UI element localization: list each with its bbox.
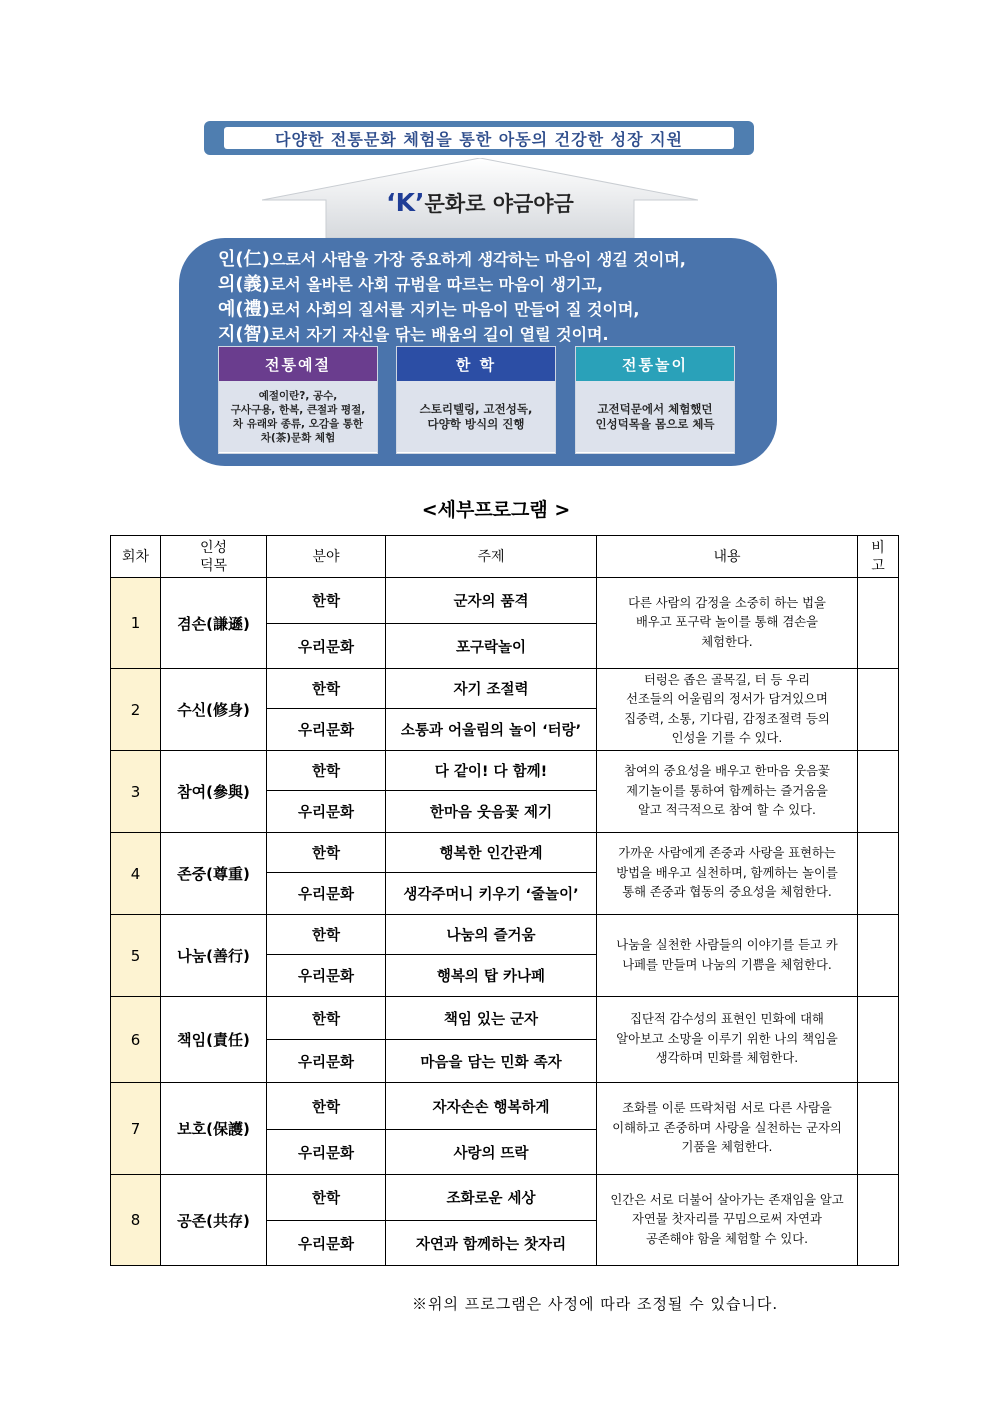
virtue-line: [218, 322, 758, 347]
box-body: 고전덕문에서 체험했던 인성덕목을 몸으로 체득: [576, 381, 734, 452]
virtue-cell: 참여(參與): [161, 751, 267, 833]
round-cell: 5: [111, 915, 161, 997]
content-cell: 가까운 사람에게 존중과 사랑을 표현하는 방법을 배우고 실천하며, 함께하는 놀이를 통해 존중과 협동의 중요성을 체험한다.: [597, 833, 858, 915]
note-cell: [858, 915, 899, 997]
theme-cell: 군자의 품격: [386, 578, 597, 624]
field-cell: 한학: [267, 1083, 386, 1130]
arrow-title: [262, 188, 698, 218]
theme-cell: 생각주머니 키우기 ‘줄놀이’: [386, 873, 597, 915]
field-cell: 우리문화: [267, 873, 386, 915]
note-cell: [858, 997, 899, 1083]
field-cell: 한학: [267, 833, 386, 873]
content-cell: 터렁은 좁은 골목길, 터 등 우리 선조들의 어울림의 정서가 담겨있으며 집중력, 소통, 기다림, 감정조절력 등의 인성을 기를 수 있다.: [597, 669, 858, 751]
virtue-line: [218, 247, 758, 272]
table-row: [111, 1083, 899, 1130]
table-row: [111, 997, 899, 1040]
box-body: 스토리텔링, 고전성독, 다양학 방식의 진행: [397, 381, 555, 452]
field-cell: 우리문화: [267, 1221, 386, 1266]
box-body: 예절이란?, 공수, 구사구용, 한복, 큰절과 평절, 차 유래와 종류, 오감을 통한 차(茶)문화 체험: [219, 381, 377, 452]
table-row: [111, 669, 899, 709]
field-cell: 우리문화: [267, 624, 386, 669]
field-cell: 한학: [267, 751, 386, 791]
content-cell: 나눔을 실천한 사람들의 이야기를 듣고 카 나페를 만들며 나눔의 기쁨을 체험한다.: [597, 915, 858, 997]
theme-cell: 조화로운 세상: [386, 1175, 597, 1221]
theme-cell: 자연과 함께하는 찻자리: [386, 1221, 597, 1266]
content-cell: 집단적 감수성의 표현인 민화에 대해 알아보고 소망을 이루기 위한 나의 책임을 생각하며 민화를 체험한다.: [597, 997, 858, 1083]
virtue-text: 으로서 사람을 가장 중요하게 생각하는 마음이 생길 것이며,: [269, 250, 686, 269]
virtue-cell: 책임(責任): [161, 997, 267, 1083]
table-row: [111, 1175, 899, 1221]
virtue-line: [218, 272, 758, 297]
banner-text: 다양한 전통문화 체험을 통한 아동의 건강한 성장 지원: [224, 127, 734, 149]
theme-cell: 사랑의 뜨락: [386, 1130, 597, 1175]
field-cell: 한학: [267, 915, 386, 955]
virtue-cell: 공존(共存): [161, 1175, 267, 1266]
arrow-title-k: ‘K’: [386, 188, 425, 217]
round-cell: 4: [111, 833, 161, 915]
theme-cell: 자기 조절력: [386, 669, 597, 709]
virtue-lead: 예(禮): [218, 299, 270, 320]
content-cell: 참여의 중요성을 배우고 한마음 웃음꽃 제기놀이를 통하여 함께하는 즐거움을 알고 적극적으로 참여 할 수 있다.: [597, 751, 858, 833]
box-title: 전통예절: [219, 347, 377, 381]
header-content: 내용: [597, 536, 858, 578]
virtue-cell: 겸손(謙遜): [161, 578, 267, 669]
field-cell: 우리문화: [267, 709, 386, 751]
note-cell: [858, 751, 899, 833]
footnote: ※위의 프로그램은 사정에 따라 조정될 수 있습니다.: [412, 1295, 779, 1313]
table-row: [111, 833, 899, 873]
round-cell: 3: [111, 751, 161, 833]
table-body: [111, 578, 899, 1266]
table-row: [111, 915, 899, 955]
table-header-row: [111, 536, 899, 578]
virtue-text: 로서 사회의 질서를 지키는 마음이 만들어 질 것이며,: [269, 300, 640, 319]
round-cell: 8: [111, 1175, 161, 1266]
round-cell: 2: [111, 669, 161, 751]
round-cell: 1: [111, 578, 161, 669]
header-note: 비 고: [858, 536, 899, 578]
theme-cell: 행복의 탑 카나페: [386, 955, 597, 997]
field-cell: 우리문화: [267, 1040, 386, 1083]
theme-cell: 행복한 인간관계: [386, 833, 597, 873]
section-title: <세부프로그램 >: [421, 499, 571, 521]
theme-cell: 마음을 담는 민화 족자: [386, 1040, 597, 1083]
box-title: 한 학: [397, 347, 555, 381]
field-cell: 우리문화: [267, 1130, 386, 1175]
content-cell: 인간은 서로 더불어 살아가는 존재임을 알고 자연물 찻자리를 꾸밈으로써 자연과 공존해야 함을 체험할 수 있다.: [597, 1175, 858, 1266]
note-cell: [858, 833, 899, 915]
theme-cell: 다 같이! 다 함께!: [386, 751, 597, 791]
theme-cell: 한마음 웃음꽃 제기: [386, 791, 597, 833]
content-cell: 조화를 이룬 뜨락처럼 서로 다른 사람을 이해하고 존중하며 사랑을 실천하는 군자의 기품을 체험한다.: [597, 1083, 858, 1175]
virtue-lead: 인(仁): [218, 249, 270, 270]
virtue-text: 로서 올바른 사회 규범을 따르는 마음이 생기고,: [269, 275, 604, 294]
note-cell: [858, 1175, 899, 1266]
virtue-cell: 존중(尊重): [161, 833, 267, 915]
box-traditional-play: [575, 346, 735, 454]
round-cell: 7: [111, 1083, 161, 1175]
arrow-title-rest: 문화로 야금야금: [424, 192, 574, 216]
virtue-text: 로서 자기 자신을 닦는 배움의 길이 열릴 것이며.: [269, 325, 609, 344]
field-cell: 우리문화: [267, 955, 386, 997]
note-cell: [858, 669, 899, 751]
top-banner: [204, 121, 754, 155]
theme-cell: 포구락놀이: [386, 624, 597, 669]
theme-cell: 소통과 어울림의 놀이 ‘터랑’: [386, 709, 597, 751]
header-virtue: 인성 덕목: [161, 536, 267, 578]
box-hanhak: [396, 346, 556, 454]
program-table: [110, 535, 899, 1266]
theme-cell: 나눔의 즐거움: [386, 915, 597, 955]
virtue-cell: 수신(修身): [161, 669, 267, 751]
theme-cell: 자자손손 행복하게: [386, 1083, 597, 1130]
virtue-line: [218, 297, 758, 322]
field-cell: 한학: [267, 1175, 386, 1221]
field-cell: 한학: [267, 669, 386, 709]
table-row: [111, 751, 899, 791]
virtue-list: [218, 247, 758, 347]
box-traditional-etiquette: [218, 346, 378, 454]
field-cell: 한학: [267, 997, 386, 1040]
header-theme: 주제: [386, 536, 597, 578]
virtue-cell: 나눔(善行): [161, 915, 267, 997]
round-cell: 6: [111, 997, 161, 1083]
table-row: [111, 578, 899, 624]
box-title: 전통놀이: [576, 347, 734, 381]
header-field: 분야: [267, 536, 386, 578]
note-cell: [858, 1083, 899, 1175]
header-round: 회차: [111, 536, 161, 578]
theme-cell: 책임 있는 군자: [386, 997, 597, 1040]
virtue-lead: 지(智): [218, 324, 270, 345]
content-cell: 다른 사람의 감정을 소중히 하는 법을 배우고 포구락 놀이를 통해 겸손을 체험한다.: [597, 578, 858, 669]
virtue-cell: 보호(保護): [161, 1083, 267, 1175]
field-cell: 우리문화: [267, 791, 386, 833]
note-cell: [858, 578, 899, 669]
virtue-lead: 의(義): [218, 274, 270, 295]
field-cell: 한학: [267, 578, 386, 624]
